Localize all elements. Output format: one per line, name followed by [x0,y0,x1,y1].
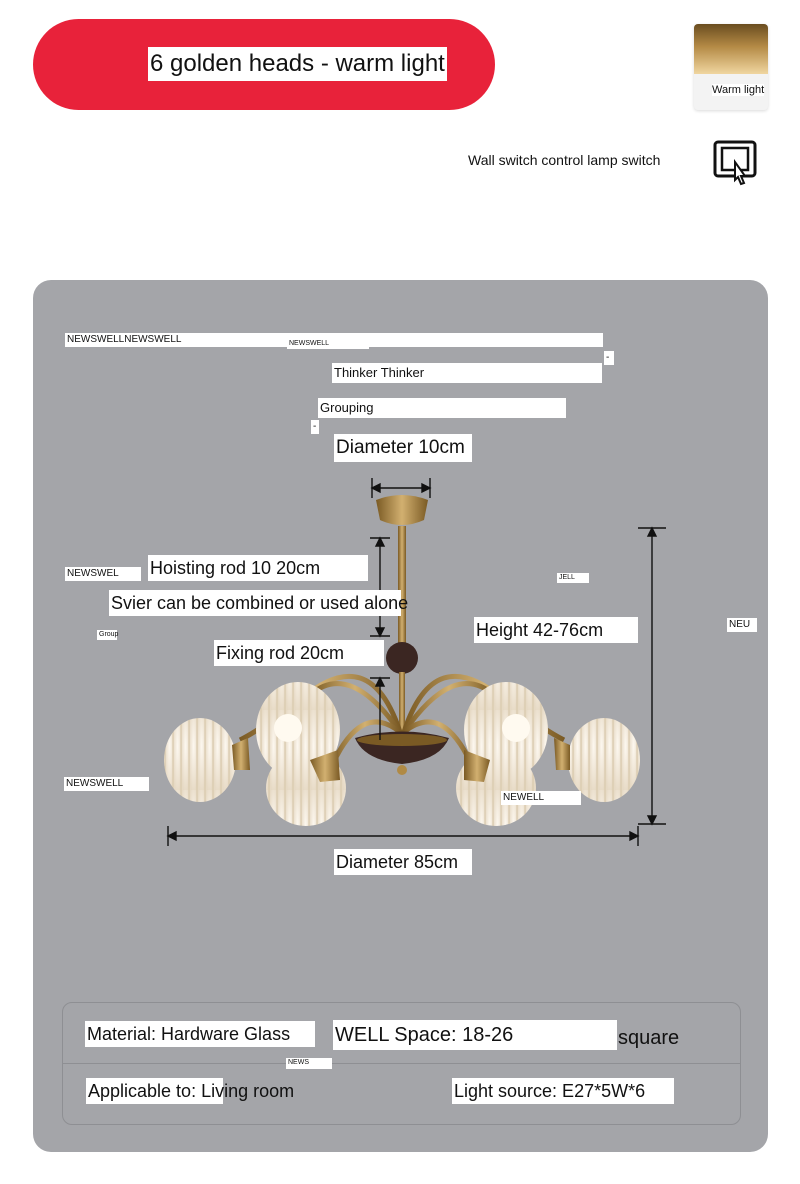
label-svier: Svier can be combined or used alone [109,590,401,616]
label-newswell-bar: NEWSWELL [287,339,369,349]
spec-applicable: Applicable to: Living room [86,1078,223,1104]
label-jell: JELL [557,573,589,583]
label-group: Group [99,631,119,638]
switch-text: Wall switch control lamp switch [468,152,661,168]
spec-material: Material: Hardware Glass [85,1021,315,1047]
warm-light-swatch[interactable] [694,24,768,110]
label-thinker: Thinker Thinker [332,363,602,383]
label-newswell-top: NEWSWELLNEWSWELL [65,333,603,347]
spec-divider [62,1063,741,1064]
label-newell: NEWELL [501,791,581,805]
label-hoisting-rod: Hoisting rod 10 20cm [148,555,368,581]
spec-news: NEWS [286,1058,332,1069]
spec-light-source: Light source: E27*5W*6 [452,1078,674,1104]
product-title: 6 golden heads - warm light [148,47,447,81]
label-newswel-left: NEWSWEL [65,567,141,581]
spec-square: square [618,1027,680,1049]
label-grouping: Grouping [318,398,566,418]
warm-light-gradient [694,24,768,74]
wall-switch-icon [713,140,759,190]
label-fixing-rod: Fixing rod 20cm [214,640,384,666]
label-diameter-bottom: Diameter 85cm [334,849,472,875]
label-dash-2: - [311,420,319,434]
label-newswell-left2: NEWSWELL [64,777,149,791]
label-dash-1: - [604,351,614,365]
label-diameter-top: Diameter 10cm [334,434,472,462]
swatch-label: Warm light [712,84,765,96]
label-neu: NEU [727,618,757,632]
label-height: Height 42-76cm [474,617,638,643]
spec-space: WELL Space: 18-26 [333,1020,617,1050]
